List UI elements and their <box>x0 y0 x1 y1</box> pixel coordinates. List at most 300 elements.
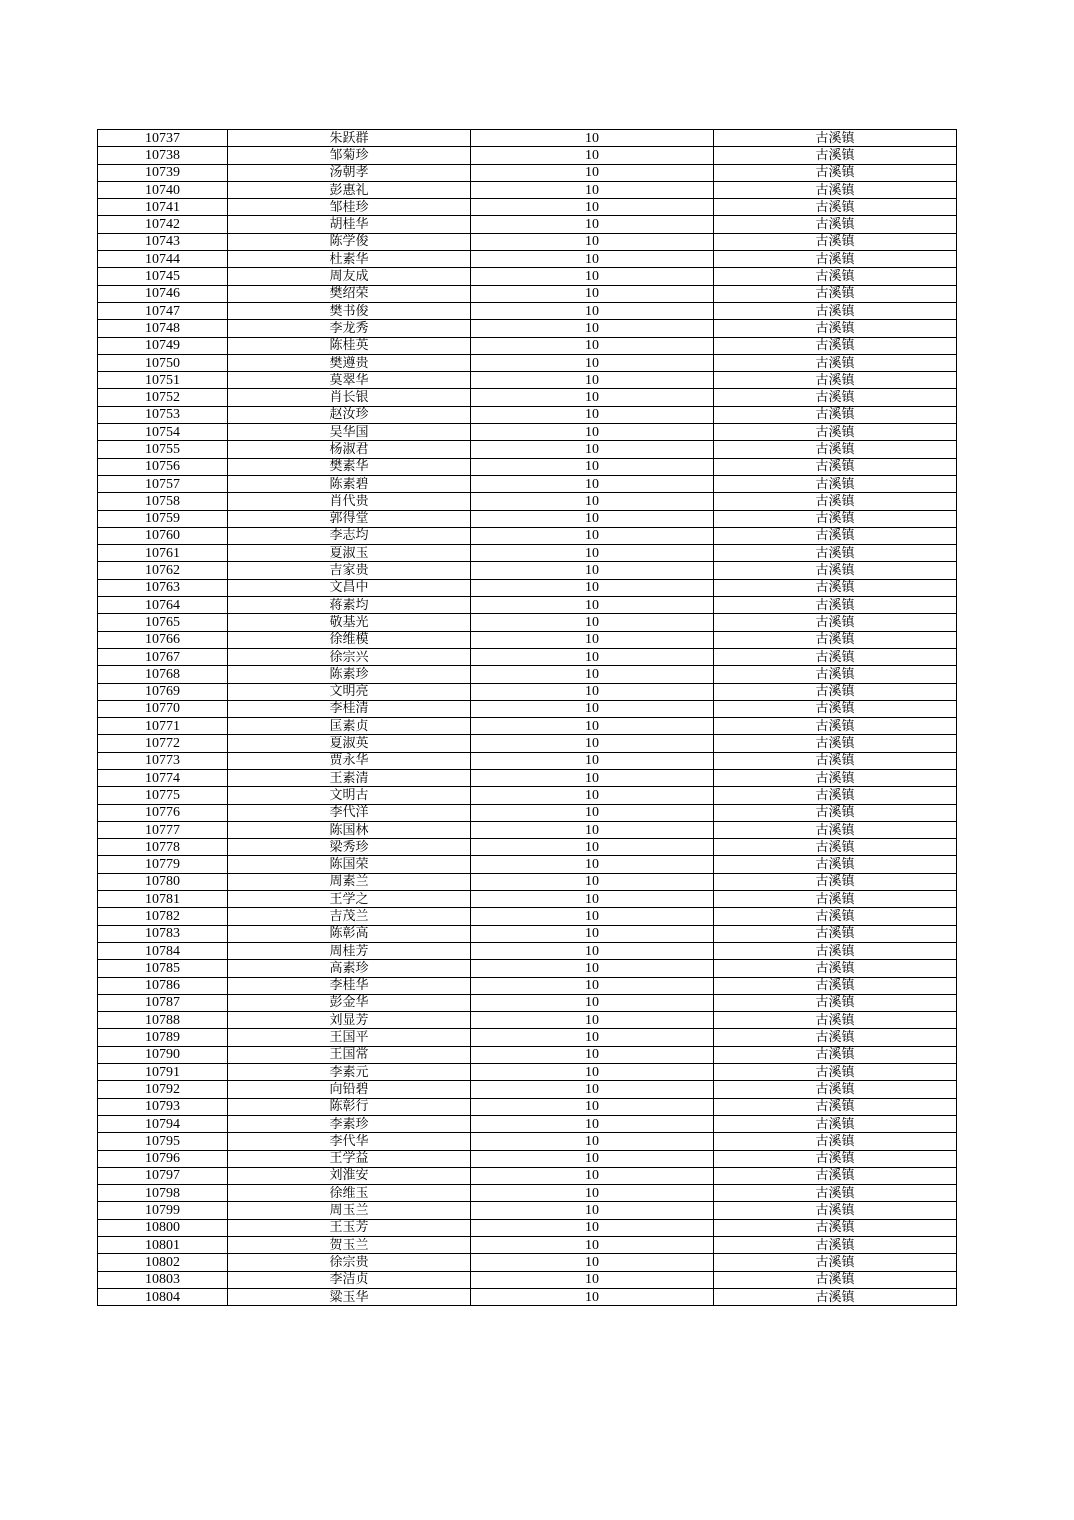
town-cell: 古溪镇 <box>714 1254 957 1271</box>
amount-cell: 10 <box>471 562 714 579</box>
id-cell: 10756 <box>98 458 228 475</box>
town-cell: 古溪镇 <box>714 631 957 648</box>
table-row <box>98 1133 957 1150</box>
amount-cell: 10 <box>471 769 714 786</box>
town-cell: 古溪镇 <box>714 545 957 562</box>
id-cell: 10776 <box>98 804 228 821</box>
town-cell: 古溪镇 <box>714 925 957 942</box>
id-cell: 10784 <box>98 942 228 959</box>
table-row <box>98 147 957 164</box>
table-row <box>98 1029 957 1046</box>
town-cell: 古溪镇 <box>714 233 957 250</box>
amount-cell: 10 <box>471 614 714 631</box>
town-cell: 古溪镇 <box>714 164 957 181</box>
name-cell: 刘淮安 <box>228 1167 471 1184</box>
name-cell: 匡素贞 <box>228 718 471 735</box>
table-row <box>98 925 957 942</box>
name-cell: 王国常 <box>228 1046 471 1063</box>
id-cell: 10785 <box>98 960 228 977</box>
table-row <box>98 406 957 423</box>
table-row <box>98 752 957 769</box>
id-cell: 10759 <box>98 510 228 527</box>
table-row <box>98 337 957 354</box>
amount-cell: 10 <box>471 320 714 337</box>
town-cell: 古溪镇 <box>714 1012 957 1029</box>
name-cell: 徐宗贵 <box>228 1254 471 1271</box>
table-row <box>98 977 957 994</box>
amount-cell: 10 <box>471 389 714 406</box>
name-cell: 徐维玉 <box>228 1185 471 1202</box>
town-cell: 古溪镇 <box>714 804 957 821</box>
id-cell: 10762 <box>98 562 228 579</box>
table-row <box>98 1237 957 1254</box>
town-cell: 古溪镇 <box>714 406 957 423</box>
table-row <box>98 302 957 319</box>
amount-cell: 10 <box>471 130 714 147</box>
table-row <box>98 164 957 181</box>
id-cell: 10742 <box>98 216 228 233</box>
name-cell: 陈桂英 <box>228 337 471 354</box>
amount-cell: 10 <box>471 804 714 821</box>
id-cell: 10792 <box>98 1081 228 1098</box>
name-cell: 杜素华 <box>228 251 471 268</box>
table-row <box>98 787 957 804</box>
table-row <box>98 839 957 856</box>
table-row <box>98 320 957 337</box>
town-cell: 古溪镇 <box>714 597 957 614</box>
table-row <box>98 735 957 752</box>
amount-cell: 10 <box>471 1081 714 1098</box>
id-cell: 10788 <box>98 1012 228 1029</box>
id-cell: 10768 <box>98 666 228 683</box>
amount-cell: 10 <box>471 1219 714 1236</box>
id-cell: 10778 <box>98 839 228 856</box>
town-cell: 古溪镇 <box>714 1237 957 1254</box>
id-cell: 10772 <box>98 735 228 752</box>
amount-cell: 10 <box>471 285 714 302</box>
town-cell: 古溪镇 <box>714 475 957 492</box>
town-cell: 古溪镇 <box>714 752 957 769</box>
id-cell: 10738 <box>98 147 228 164</box>
amount-cell: 10 <box>471 1288 714 1305</box>
table-row <box>98 1202 957 1219</box>
name-cell: 蒋素均 <box>228 597 471 614</box>
town-cell: 古溪镇 <box>714 320 957 337</box>
name-cell: 樊绍荣 <box>228 285 471 302</box>
name-cell: 陈国荣 <box>228 856 471 873</box>
id-cell: 10741 <box>98 199 228 216</box>
id-cell: 10782 <box>98 908 228 925</box>
table-row <box>98 614 957 631</box>
table-row <box>98 700 957 717</box>
table-row <box>98 579 957 596</box>
table-row <box>98 873 957 890</box>
amount-cell: 10 <box>471 302 714 319</box>
town-cell: 古溪镇 <box>714 302 957 319</box>
amount-cell: 10 <box>471 147 714 164</box>
amount-cell: 10 <box>471 579 714 596</box>
town-cell: 古溪镇 <box>714 147 957 164</box>
amount-cell: 10 <box>471 164 714 181</box>
amount-cell: 10 <box>471 839 714 856</box>
amount-cell: 10 <box>471 458 714 475</box>
id-cell: 10789 <box>98 1029 228 1046</box>
amount-cell: 10 <box>471 1202 714 1219</box>
id-cell: 10769 <box>98 683 228 700</box>
id-cell: 10797 <box>98 1167 228 1184</box>
name-cell: 陈学俊 <box>228 233 471 250</box>
id-cell: 10753 <box>98 406 228 423</box>
id-cell: 10752 <box>98 389 228 406</box>
town-cell: 古溪镇 <box>714 510 957 527</box>
name-cell: 陈彰高 <box>228 925 471 942</box>
amount-cell: 10 <box>471 1254 714 1271</box>
town-cell: 古溪镇 <box>714 1098 957 1115</box>
name-cell: 徐维模 <box>228 631 471 648</box>
id-cell: 10748 <box>98 320 228 337</box>
town-cell: 古溪镇 <box>714 614 957 631</box>
id-cell: 10775 <box>98 787 228 804</box>
town-cell: 古溪镇 <box>714 268 957 285</box>
table-row <box>98 389 957 406</box>
table-row <box>98 1254 957 1271</box>
name-cell: 陈彰行 <box>228 1098 471 1115</box>
id-cell: 10750 <box>98 354 228 371</box>
id-cell: 10746 <box>98 285 228 302</box>
name-cell: 陈国林 <box>228 821 471 838</box>
table-row <box>98 648 957 665</box>
amount-cell: 10 <box>471 821 714 838</box>
table-row <box>98 510 957 527</box>
table-row <box>98 233 957 250</box>
id-cell: 10793 <box>98 1098 228 1115</box>
table-row <box>98 631 957 648</box>
data-table <box>97 129 957 1306</box>
table-row <box>98 994 957 1011</box>
table-row <box>98 908 957 925</box>
name-cell: 赵汝珍 <box>228 406 471 423</box>
id-cell: 10767 <box>98 648 228 665</box>
table-row <box>98 1271 957 1288</box>
table-row <box>98 1012 957 1029</box>
id-cell: 10796 <box>98 1150 228 1167</box>
name-cell: 周素兰 <box>228 873 471 890</box>
amount-cell: 10 <box>471 510 714 527</box>
name-cell: 李志均 <box>228 527 471 544</box>
name-cell: 吉家贵 <box>228 562 471 579</box>
id-cell: 10774 <box>98 769 228 786</box>
amount-cell: 10 <box>471 960 714 977</box>
amount-cell: 10 <box>471 666 714 683</box>
amount-cell: 10 <box>471 1012 714 1029</box>
town-cell: 古溪镇 <box>714 1133 957 1150</box>
town-cell: 古溪镇 <box>714 562 957 579</box>
amount-cell: 10 <box>471 787 714 804</box>
amount-cell: 10 <box>471 424 714 441</box>
table-row <box>98 1098 957 1115</box>
amount-cell: 10 <box>471 493 714 510</box>
id-cell: 10749 <box>98 337 228 354</box>
town-cell: 古溪镇 <box>714 441 957 458</box>
town-cell: 古溪镇 <box>714 1029 957 1046</box>
amount-cell: 10 <box>471 216 714 233</box>
town-cell: 古溪镇 <box>714 977 957 994</box>
name-cell: 樊遵贵 <box>228 354 471 371</box>
amount-cell: 10 <box>471 597 714 614</box>
town-cell: 古溪镇 <box>714 683 957 700</box>
name-cell: 夏淑英 <box>228 735 471 752</box>
id-cell: 10743 <box>98 233 228 250</box>
id-cell: 10802 <box>98 1254 228 1271</box>
name-cell: 王国平 <box>228 1029 471 1046</box>
town-cell: 古溪镇 <box>714 372 957 389</box>
amount-cell: 10 <box>471 1098 714 1115</box>
amount-cell: 10 <box>471 199 714 216</box>
town-cell: 古溪镇 <box>714 389 957 406</box>
id-cell: 10781 <box>98 891 228 908</box>
name-cell: 李代洋 <box>228 804 471 821</box>
name-cell: 粱玉华 <box>228 1288 471 1305</box>
name-cell: 徐宗兴 <box>228 648 471 665</box>
amount-cell: 10 <box>471 1150 714 1167</box>
amount-cell: 10 <box>471 925 714 942</box>
amount-cell: 10 <box>471 527 714 544</box>
id-cell: 10795 <box>98 1133 228 1150</box>
id-cell: 10755 <box>98 441 228 458</box>
name-cell: 李龙秀 <box>228 320 471 337</box>
town-cell: 古溪镇 <box>714 199 957 216</box>
amount-cell: 10 <box>471 1029 714 1046</box>
name-cell: 夏淑玉 <box>228 545 471 562</box>
amount-cell: 10 <box>471 631 714 648</box>
town-cell: 古溪镇 <box>714 769 957 786</box>
name-cell: 彭惠礼 <box>228 181 471 198</box>
table-row <box>98 856 957 873</box>
name-cell: 陈素碧 <box>228 475 471 492</box>
id-cell: 10763 <box>98 579 228 596</box>
table-row <box>98 960 957 977</box>
id-cell: 10747 <box>98 302 228 319</box>
amount-cell: 10 <box>471 441 714 458</box>
id-cell: 10801 <box>98 1237 228 1254</box>
town-cell: 古溪镇 <box>714 216 957 233</box>
amount-cell: 10 <box>471 1064 714 1081</box>
name-cell: 王学益 <box>228 1150 471 1167</box>
name-cell: 周桂芳 <box>228 942 471 959</box>
id-cell: 10773 <box>98 752 228 769</box>
id-cell: 10737 <box>98 130 228 147</box>
name-cell: 刘显芳 <box>228 1012 471 1029</box>
town-cell: 古溪镇 <box>714 960 957 977</box>
id-cell: 10803 <box>98 1271 228 1288</box>
id-cell: 10745 <box>98 268 228 285</box>
town-cell: 古溪镇 <box>714 337 957 354</box>
id-cell: 10804 <box>98 1288 228 1305</box>
amount-cell: 10 <box>471 994 714 1011</box>
id-cell: 10758 <box>98 493 228 510</box>
id-cell: 10799 <box>98 1202 228 1219</box>
town-cell: 古溪镇 <box>714 821 957 838</box>
town-cell: 古溪镇 <box>714 424 957 441</box>
town-cell: 古溪镇 <box>714 700 957 717</box>
id-cell: 10777 <box>98 821 228 838</box>
name-cell: 贺玉兰 <box>228 1237 471 1254</box>
town-cell: 古溪镇 <box>714 994 957 1011</box>
name-cell: 吴华国 <box>228 424 471 441</box>
table-row <box>98 1167 957 1184</box>
amount-cell: 10 <box>471 1185 714 1202</box>
table-row <box>98 769 957 786</box>
amount-cell: 10 <box>471 1237 714 1254</box>
town-cell: 古溪镇 <box>714 1150 957 1167</box>
amount-cell: 10 <box>471 977 714 994</box>
name-cell: 李洁贞 <box>228 1271 471 1288</box>
table-row <box>98 1219 957 1236</box>
id-cell: 10757 <box>98 475 228 492</box>
town-cell: 古溪镇 <box>714 648 957 665</box>
town-cell: 古溪镇 <box>714 354 957 371</box>
table-row <box>98 942 957 959</box>
amount-cell: 10 <box>471 337 714 354</box>
town-cell: 古溪镇 <box>714 1046 957 1063</box>
id-cell: 10791 <box>98 1064 228 1081</box>
name-cell: 杨淑君 <box>228 441 471 458</box>
table-row <box>98 683 957 700</box>
table-row <box>98 718 957 735</box>
table-row <box>98 493 957 510</box>
name-cell: 王玉芳 <box>228 1219 471 1236</box>
name-cell: 樊素华 <box>228 458 471 475</box>
table-row <box>98 1046 957 1063</box>
amount-cell: 10 <box>471 372 714 389</box>
id-cell: 10771 <box>98 718 228 735</box>
name-cell: 梁秀珍 <box>228 839 471 856</box>
id-cell: 10779 <box>98 856 228 873</box>
name-cell: 邹菊珍 <box>228 147 471 164</box>
id-cell: 10760 <box>98 527 228 544</box>
table-row <box>98 285 957 302</box>
amount-cell: 10 <box>471 1133 714 1150</box>
amount-cell: 10 <box>471 718 714 735</box>
id-cell: 10744 <box>98 251 228 268</box>
table-row <box>98 821 957 838</box>
table-row <box>98 354 957 371</box>
table-row <box>98 424 957 441</box>
id-cell: 10786 <box>98 977 228 994</box>
name-cell: 高素珍 <box>228 960 471 977</box>
table-row <box>98 372 957 389</box>
table-row <box>98 597 957 614</box>
table-row <box>98 804 957 821</box>
amount-cell: 10 <box>471 873 714 890</box>
name-cell: 文明古 <box>228 787 471 804</box>
name-cell: 文明亮 <box>228 683 471 700</box>
name-cell: 周友成 <box>228 268 471 285</box>
table-row <box>98 441 957 458</box>
name-cell: 肖代贵 <box>228 493 471 510</box>
table-row <box>98 268 957 285</box>
name-cell: 胡桂华 <box>228 216 471 233</box>
id-cell: 10751 <box>98 372 228 389</box>
amount-cell: 10 <box>471 891 714 908</box>
town-cell: 古溪镇 <box>714 251 957 268</box>
id-cell: 10764 <box>98 597 228 614</box>
town-cell: 古溪镇 <box>714 891 957 908</box>
amount-cell: 10 <box>471 1271 714 1288</box>
amount-cell: 10 <box>471 856 714 873</box>
amount-cell: 10 <box>471 1046 714 1063</box>
town-cell: 古溪镇 <box>714 1064 957 1081</box>
id-cell: 10770 <box>98 700 228 717</box>
town-cell: 古溪镇 <box>714 787 957 804</box>
table-row <box>98 1288 957 1305</box>
name-cell: 莫翠华 <box>228 372 471 389</box>
id-cell: 10780 <box>98 873 228 890</box>
id-cell: 10790 <box>98 1046 228 1063</box>
id-cell: 10766 <box>98 631 228 648</box>
id-cell: 10794 <box>98 1115 228 1132</box>
name-cell: 周玉兰 <box>228 1202 471 1219</box>
town-cell: 古溪镇 <box>714 666 957 683</box>
name-cell: 陈素珍 <box>228 666 471 683</box>
table-row <box>98 1185 957 1202</box>
table-row <box>98 527 957 544</box>
amount-cell: 10 <box>471 752 714 769</box>
name-cell: 王学之 <box>228 891 471 908</box>
town-cell: 古溪镇 <box>714 942 957 959</box>
amount-cell: 10 <box>471 1167 714 1184</box>
name-cell: 汤朝孝 <box>228 164 471 181</box>
amount-cell: 10 <box>471 908 714 925</box>
table-row <box>98 181 957 198</box>
town-cell: 古溪镇 <box>714 856 957 873</box>
amount-cell: 10 <box>471 354 714 371</box>
table-row <box>98 666 957 683</box>
table-row <box>98 1064 957 1081</box>
town-cell: 古溪镇 <box>714 1081 957 1098</box>
town-cell: 古溪镇 <box>714 285 957 302</box>
name-cell: 李素元 <box>228 1064 471 1081</box>
amount-cell: 10 <box>471 181 714 198</box>
id-cell: 10740 <box>98 181 228 198</box>
amount-cell: 10 <box>471 233 714 250</box>
town-cell: 古溪镇 <box>714 839 957 856</box>
town-cell: 古溪镇 <box>714 130 957 147</box>
name-cell: 贾永华 <box>228 752 471 769</box>
town-cell: 古溪镇 <box>714 493 957 510</box>
table-row <box>98 199 957 216</box>
amount-cell: 10 <box>471 1115 714 1132</box>
table-row <box>98 1150 957 1167</box>
id-cell: 10765 <box>98 614 228 631</box>
table-row <box>98 458 957 475</box>
amount-cell: 10 <box>471 648 714 665</box>
town-cell: 古溪镇 <box>714 735 957 752</box>
table-row <box>98 130 957 147</box>
town-cell: 古溪镇 <box>714 181 957 198</box>
town-cell: 古溪镇 <box>714 1167 957 1184</box>
id-cell: 10783 <box>98 925 228 942</box>
table-row <box>98 562 957 579</box>
amount-cell: 10 <box>471 545 714 562</box>
name-cell: 李桂清 <box>228 700 471 717</box>
table-row <box>98 1081 957 1098</box>
town-cell: 古溪镇 <box>714 1202 957 1219</box>
amount-cell: 10 <box>471 942 714 959</box>
id-cell: 10798 <box>98 1185 228 1202</box>
name-cell: 彭金华 <box>228 994 471 1011</box>
table-row <box>98 1115 957 1132</box>
